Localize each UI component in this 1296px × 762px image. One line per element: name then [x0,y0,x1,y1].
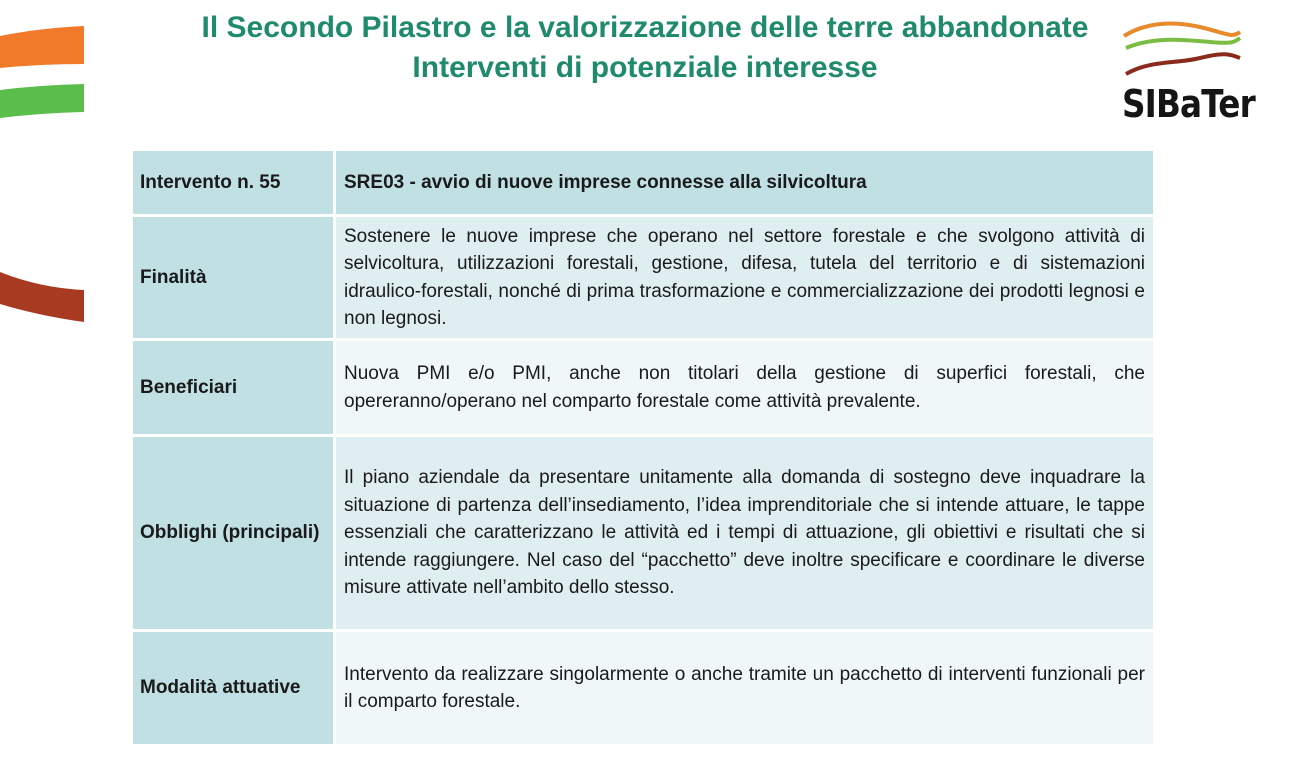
table-row [132,631,1155,746]
row-label-beneficiari: Beneficiari [132,340,335,436]
row-text-obblighi: Il piano aziendale da presentare unitamente alla domanda di sostegno deve inquadrare la situazione di partenza dell’insediamento, l’idea imprenditoriale che si intende attuare, le tappe essenziali che caratterizzano le attività ed i tempi di attuazione, gli obiettivi e risultati che si intende raggiungere. Nel caso del “pacchetto” deve inoltre specificare e coordinare le diverse misure attivate nell’ambito dello stesso. [335,436,1155,631]
table-row [132,436,1155,631]
intervention-number-cell: Intervento n. 55 [132,150,335,216]
table-row [132,216,1155,340]
row-text-modalita: Intervento da realizzare singolarmente o anche tramite un pacchetto di interventi funzionali per il comparto forestale. [335,631,1155,746]
row-label-finalita: Finalità [132,216,335,340]
orange-stripe [0,24,86,70]
green-stripe [0,82,86,122]
table-row [132,340,1155,436]
title-line-2: Interventi di potenziale interesse [412,51,878,84]
row-label-obblighi: Obblighi (principali) [132,436,335,631]
slide-title [130,8,1160,88]
title-line-1: Il Secondo Pilastro e la valorizzazione delle terre abbandonate [201,11,1089,44]
brown-stripe [0,268,86,324]
logo-waves-icon [1120,18,1244,84]
intervention-table [130,148,1156,747]
intervention-title-cell: SRE03 - avvio di nuove imprese connesse alla silvicoltura [335,150,1155,216]
row-label-modalita: Modalità attuative [132,631,335,746]
table-header-row [132,150,1155,216]
row-text-finalita: Sostenere le nuove imprese che operano nel settore forestale e che svolgono attività di selvicoltura, utilizzazioni forestali, gestione, difesa, tutela del territorio e di sistemazioni idraulico-forestali, nonché di prima trasformazione e commercializzazione dei prodotti legnosi e non legnosi. [335,216,1155,340]
logo-text: SIBaTer [1122,82,1255,126]
row-text-beneficiari: Nuova PMI e/o PMI, anche non titolari della gestione di superfici forestali, che opereranno/operano nel comparto forestale come attività prevalente. [335,340,1155,436]
